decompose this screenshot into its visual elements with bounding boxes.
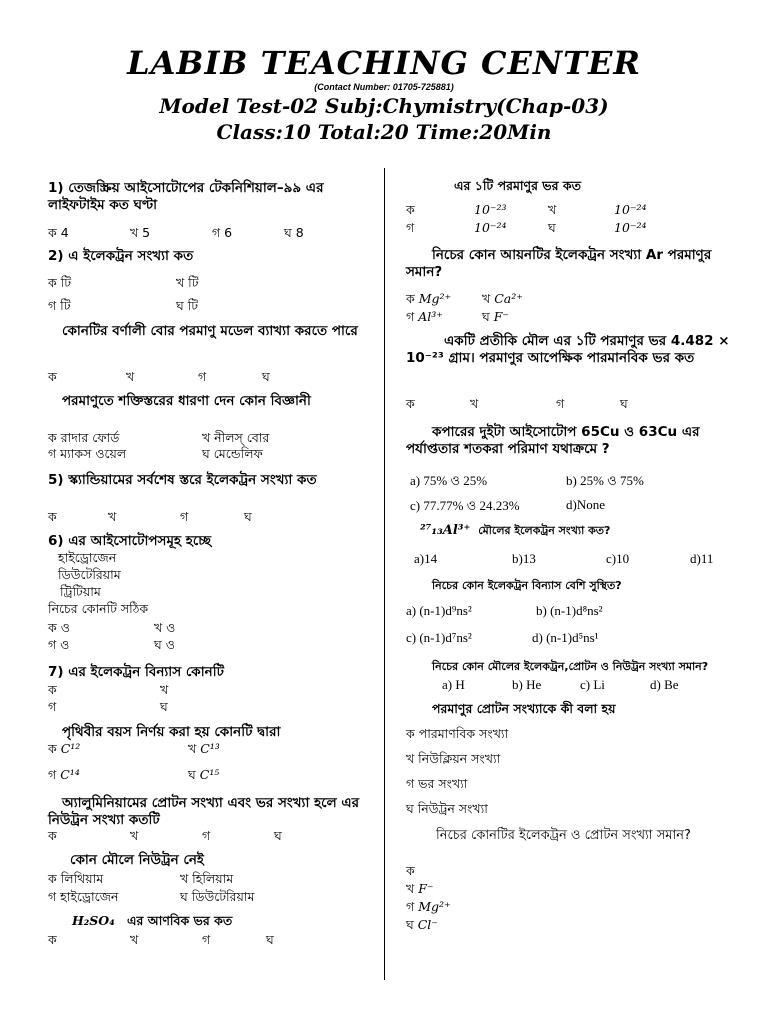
- q8-option-kha-letter: খ: [188, 741, 197, 756]
- right-question-3: একটি প্রতীকি মৌল এর ১টি পরমাণুর ভর 4.482 × 10⁻²³ গ্রাম। পরমাণুর আপেক্ষিক পারমানবিক ভর কত: [406, 333, 730, 366]
- r2-option-kha: [482, 291, 523, 311]
- q8-option-ga-letter: গ: [48, 767, 57, 782]
- r9-option-kha-math: F⁻: [418, 881, 434, 896]
- q11-text: এর আণবিক ভর কত: [127, 913, 233, 928]
- r1-option-gha: ঘ: [548, 220, 556, 235]
- q8-option-ga: [48, 767, 80, 787]
- q7-option-gha: ঘ: [160, 699, 168, 714]
- question-2: 2) এ ইলেকট্রন সংখ্যা কত: [48, 248, 194, 264]
- q6-option-ga: গ ও: [48, 637, 70, 652]
- question-10: কোন মৌলে নিউট্রন নেই: [70, 852, 204, 868]
- question-1: 1) তেজস্ক্রিয় আইসোটোপের টেকনিশিয়াল–৯৯ এর লাইফটাইম কত ঘণ্টা: [48, 180, 324, 213]
- r7-option-d: d) Be: [650, 677, 679, 692]
- r6-option-c: c) (n-1)d⁷ns²: [406, 630, 472, 645]
- right-question-9: নিচের কোনটির ইলেকট্রন ও প্রোটন সংখ্যা সমান?: [436, 828, 691, 843]
- q10-option-ga: গ হাইড্রোজেন: [48, 889, 119, 904]
- q3-option-ka: ক: [48, 369, 57, 384]
- r2-option-ka: [406, 291, 451, 311]
- r4-option-a: a) 75% ও 25%: [410, 473, 488, 488]
- r6-option-b: b) (n-1)d⁸ns²: [536, 603, 603, 618]
- q5-option-gha: ঘ: [244, 509, 252, 524]
- r4-option-b: b) 25% ও 75%: [566, 473, 644, 488]
- q4-option-ga: গ ম্যাকস ওয়েল: [48, 446, 127, 461]
- r9-option-kha: [406, 881, 433, 901]
- q9-option-ka: ক: [48, 828, 57, 843]
- class-total-time-line: Class:10 Total:20 Time:20Min: [216, 120, 552, 144]
- r2-option-gha-letter: ঘ: [482, 309, 490, 324]
- r1-option-ga: গ: [406, 220, 415, 235]
- r1-option-gha-value: 10⁻²⁴: [614, 220, 647, 235]
- r7-option-b: b) He: [512, 677, 542, 692]
- q5-option-ga: গ: [180, 509, 189, 524]
- right-question-5: [420, 522, 610, 541]
- right-question-2: নিচের কোন আয়নটির ইলেকট্রন সংখ্যা Ar পরমাণুর সমান?: [406, 247, 712, 280]
- q1-option-gha: ঘ 8: [284, 225, 304, 240]
- question-7: 7) এর ইলেকট্রন বিন্যাস কোনটি: [48, 664, 224, 680]
- q1-option-ga: গ 6: [212, 225, 233, 240]
- r6-option-d: d) (n-1)d⁵ns¹: [532, 630, 599, 645]
- r4-option-c: c) 77.77% ও 24.23%: [410, 498, 520, 513]
- q9-option-ga: গ: [202, 828, 211, 843]
- q4-option-ka: ক রাদার ফোর্ড: [48, 430, 120, 445]
- q10-option-gha: ঘ ডিউটেরিয়াম: [180, 889, 255, 904]
- r5-formula: ²⁷₁₃Al³⁺: [420, 523, 471, 538]
- r8-option-kha: খ নিউক্লিয়ন সংখ্যা: [406, 751, 501, 766]
- q4-option-kha: খ নীলস্ বোর: [202, 430, 270, 445]
- q2-option-kha: খ টি: [176, 275, 199, 290]
- question-11: [72, 913, 232, 933]
- r1-option-kha: খ: [548, 202, 557, 217]
- r8-option-ga: গ ভর সংখ্যা: [406, 776, 468, 791]
- r1-option-ga-value: 10⁻²⁴: [474, 220, 507, 235]
- q3-option-ga: গ: [198, 369, 207, 384]
- r9-option-gha-letter: ঘ: [406, 917, 414, 932]
- right-question-1: এর ১টি পরমাণুর ভর কত: [454, 178, 581, 193]
- question-3: কোনটির বর্ণালী বোর পরমাণু মডেল ব্যাখ্যা করতে পারে: [62, 323, 358, 339]
- right-question-4: কপারের দুইটা আইসোটোপ 65Cu ও 63Cu এর পর্যাপ্ততার শতকরা পরিমাণ যথাক্রমে ?: [406, 424, 700, 457]
- q6-item-1: হাইড্রোজেন: [58, 550, 117, 565]
- r5-text: মৌলের ইলেকট্রন সংখ্যা কত?: [478, 524, 611, 537]
- q11-option-kha: খ: [130, 932, 139, 947]
- center-title: LABIB TEACHING CENTER: [127, 44, 641, 82]
- right-question-7: নিচের কোন মৌলের ইলেকট্রন,প্রোটন ও নিউট্রন সংখ্যা সমান?: [432, 660, 709, 673]
- test-subject-line: Model Test-02 Subj:Chymistry(Chap-03): [159, 94, 609, 118]
- r2-option-ka-letter: ক: [406, 291, 415, 306]
- q8-option-kha: [188, 741, 220, 761]
- r3-option-ka: ক: [406, 396, 415, 411]
- r9-option-ga: [406, 899, 451, 919]
- contact-number: (Contact Number: 01705-725881): [314, 82, 454, 92]
- right-question-8: পরমাণুর প্রোটন সংখ্যাকে কী বলা হয়: [432, 701, 616, 716]
- q9-option-kha: খ: [130, 828, 139, 843]
- q11-formula: H₂SO₄: [72, 913, 115, 928]
- q11-option-ga: গ: [202, 932, 211, 947]
- q2-option-ka: ক টি: [48, 275, 72, 290]
- r9-option-gha: [406, 917, 438, 937]
- q3-option-gha: ঘ: [262, 369, 270, 384]
- q8-option-ga-math: C¹⁴: [60, 767, 80, 782]
- q11-option-gha: ঘ: [266, 932, 274, 947]
- r1-option-kha-value: 10⁻²⁴: [614, 202, 647, 217]
- r4-option-d: d)None: [566, 497, 605, 512]
- q8-option-gha-math: C¹⁵: [199, 767, 220, 782]
- question-6: 6) এর আইসোটোপসমূহ হচ্ছে: [48, 533, 212, 549]
- q9-option-gha: ঘ: [274, 828, 282, 843]
- r6-option-a: a) (n-1)d⁹ns²: [406, 603, 472, 618]
- right-question-6: নিচের কোন ইলেকট্রন বিন্যাস বেশি সুস্থিত?: [432, 579, 622, 592]
- q8-option-ka-letter: ক: [48, 741, 57, 756]
- r7-option-a: a) H: [442, 677, 465, 692]
- r2-option-ga-letter: গ: [406, 309, 415, 324]
- r5-option-b: b)13: [512, 551, 536, 566]
- q7-option-kha: খ: [160, 682, 169, 697]
- question-9: অ্যালুমিনিয়ামের প্রোটন সংখ্যা এবং ভর সংখ্যা হলে এর নিউট্রন সংখ্যা কতটি: [48, 795, 360, 828]
- question-4: পরমাণুতে শক্তিস্তরের ধারণা দেন কোন বিজ্ঞানী: [62, 393, 311, 409]
- r2-option-ga-math: Al³⁺: [418, 309, 443, 324]
- r2-option-gha: [482, 309, 509, 329]
- r2-option-gha-math: F⁻: [493, 309, 509, 324]
- r1-option-ka-value: 10⁻²³: [474, 202, 507, 217]
- q4-option-gha: ঘ মেন্ডেলিফ: [202, 446, 263, 461]
- q7-option-ga: গ: [48, 699, 57, 714]
- r9-option-gha-math: Cl⁻: [417, 917, 438, 932]
- q3-option-kha: খ: [126, 369, 135, 384]
- q8-option-gha: [188, 767, 219, 787]
- q8-option-gha-letter: ঘ: [188, 767, 196, 782]
- q1-option-ka: ক 4: [48, 225, 69, 240]
- question-5: 5) স্ক্যান্ডিয়ামের সর্বশেষ স্তরে ইলেকট্রন সংখ্যা কত: [48, 472, 317, 488]
- r9-option-ga-math: Mg²⁺: [418, 899, 451, 914]
- r2-option-ka-math: Mg²⁺: [418, 291, 452, 306]
- r7-option-c: c) Li: [580, 677, 605, 692]
- r5-option-d: d)11: [690, 551, 714, 566]
- q5-option-ka: ক: [48, 509, 57, 524]
- q5-option-kha: খ: [108, 509, 117, 524]
- q2-option-gha: ঘ টি: [176, 298, 199, 313]
- q1-option-kha: খ 5: [130, 225, 151, 240]
- r3-option-kha: খ: [470, 396, 479, 411]
- q6-option-kha: খ ও: [154, 620, 176, 635]
- q8-option-kha-math: C¹³: [200, 741, 220, 756]
- r9-option-ga-letter: গ: [406, 899, 415, 914]
- r1-option-ka: ক: [406, 202, 415, 217]
- r5-option-a: a)14: [414, 551, 438, 566]
- r9-option-ka: ক: [406, 863, 415, 878]
- q8-option-ka-math: C¹²: [60, 741, 81, 756]
- r8-option-ka: ক পারমাণবিক সংখ্যা: [406, 726, 509, 741]
- r3-option-gha: ঘ: [620, 396, 628, 411]
- r3-option-ga: গ: [556, 396, 565, 411]
- q6-item-3: ট্রিটিয়াম: [60, 584, 101, 599]
- q6-item-2: ডিউটেরিয়াম: [58, 567, 121, 582]
- q2-option-ga: গ টি: [48, 298, 71, 313]
- r8-option-gha: ঘ নিউট্রন সংখ্যা: [406, 801, 488, 816]
- q6-option-gha: ঘ ও: [154, 637, 175, 652]
- r2-option-kha-letter: খ: [482, 291, 491, 306]
- column-divider: [384, 168, 385, 980]
- r2-option-ga: [406, 309, 443, 329]
- q11-option-ka: ক: [48, 932, 57, 947]
- q6-option-ka: ক ও: [48, 620, 70, 635]
- q7-option-ka: ক: [48, 682, 57, 697]
- q8-option-ka: [48, 741, 80, 761]
- r2-option-kha-math: Ca²⁺: [494, 291, 523, 306]
- q6-prompt: নিচের কোনটি সঠিক: [48, 601, 149, 616]
- q10-option-ka: ক লিথিয়াম: [48, 871, 104, 886]
- question-8: পৃথিবীর বয়স নির্ণয় করা হয় কোনটি দ্বারা: [62, 724, 281, 740]
- r9-option-kha-letter: খ: [406, 881, 415, 896]
- r5-option-c: c)10: [606, 551, 630, 566]
- q10-option-kha: খ হিলিয়াম: [180, 871, 234, 886]
